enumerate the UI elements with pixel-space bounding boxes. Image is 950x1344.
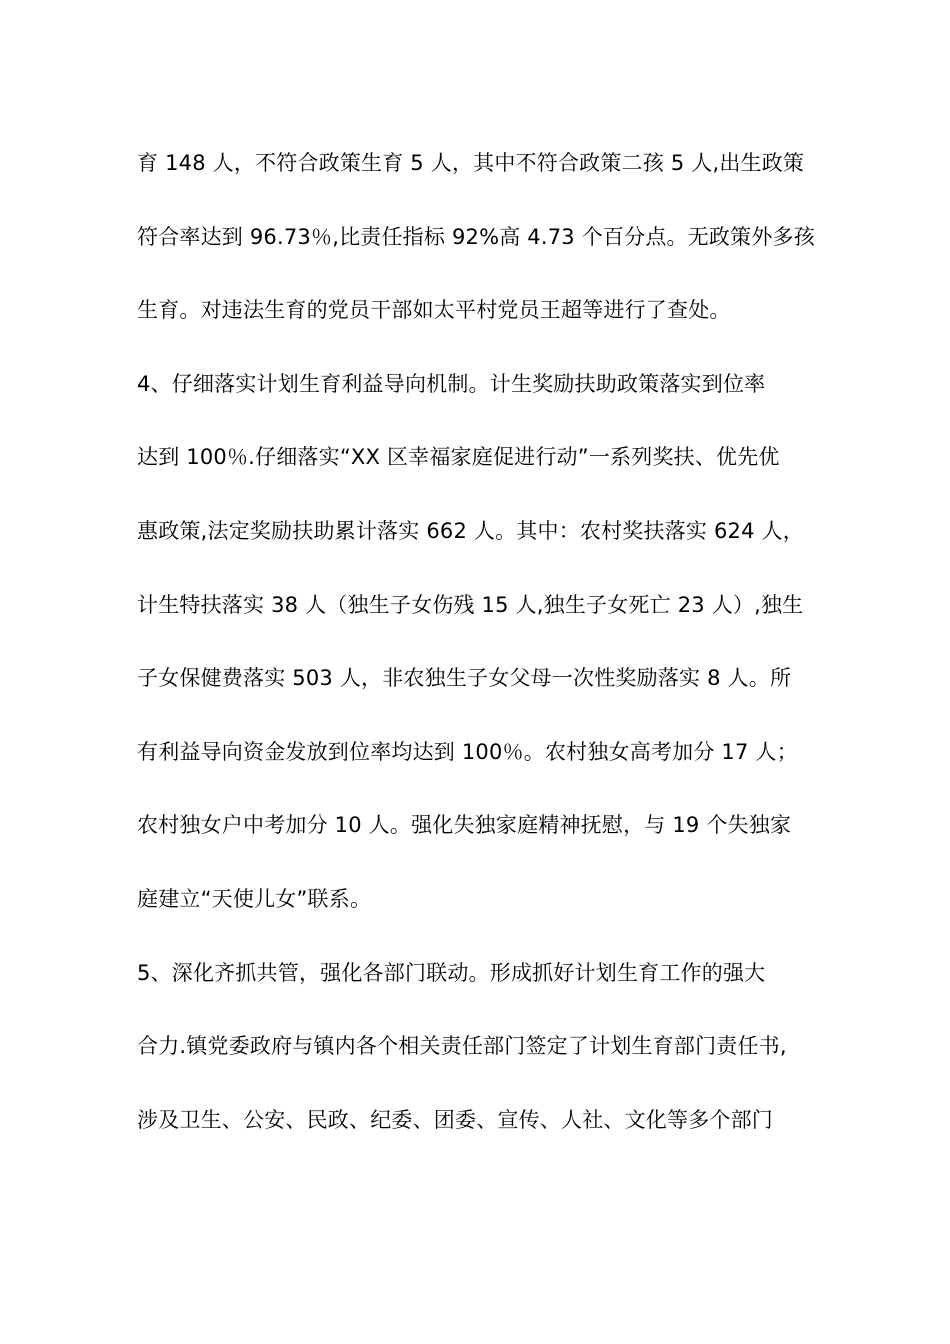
body-line-2: 符合率达到 96.73％,比责任指标 92%高 4.73 个百分点。无政策外多孩 [137,224,815,249]
body-line-13: 合力.镇党委政府与镇内各个相关责任部门签定了计划生育部门责任书, [137,1034,787,1059]
body-line-9: 有利益导向资金发放到位率均达到 100％。农村独女高考加分 17 人； [137,739,798,764]
body-line-6: 惠政策,法定奖励扶助累计落实 662 人。其中：农村奖扶落实 624 人， [137,518,804,543]
body-line-12: 5、深化齐抓共管，强化各部门联动。形成抓好计划生育工作的强大 [137,960,766,985]
document-body [137,141,827,1171]
body-line-14: 涉及卫生、公安、民政、纪委、团委、宣传、人社、文化等多个部门 [137,1107,773,1132]
body-line-10: 农村独女户中考加分 10 人。强化失独家庭精神抚慰，与 19 个失独家 [137,813,792,838]
body-line-7: 计生特扶落实 38 人（独生子女伤残 15 人,独生子女死亡 23 人）,独生 [137,592,804,617]
body-line-1: 育 148 人，不符合政策生育 5 人，其中不符合政策二孩 5 人,出生政策 [137,151,805,175]
body-line-3: 生育。对违法生育的党员干部如太平村党员王超等进行了查处。 [137,298,731,323]
body-line-8: 子女保健费落实 503 人，非农独生子女父母一次性奖励落实 8 人。所 [137,666,792,691]
body-line-4: 4、仔细落实计划生育利益导向机制。计生奖励扶助政策落实到位率 [137,371,766,396]
body-line-11: 庭建立“天使儿女”联系。 [137,886,372,911]
body-line-5: 达到 100％.仔细落实“XX 区幸福家庭促进行动”一系列奖扶、优先优 [137,445,780,470]
